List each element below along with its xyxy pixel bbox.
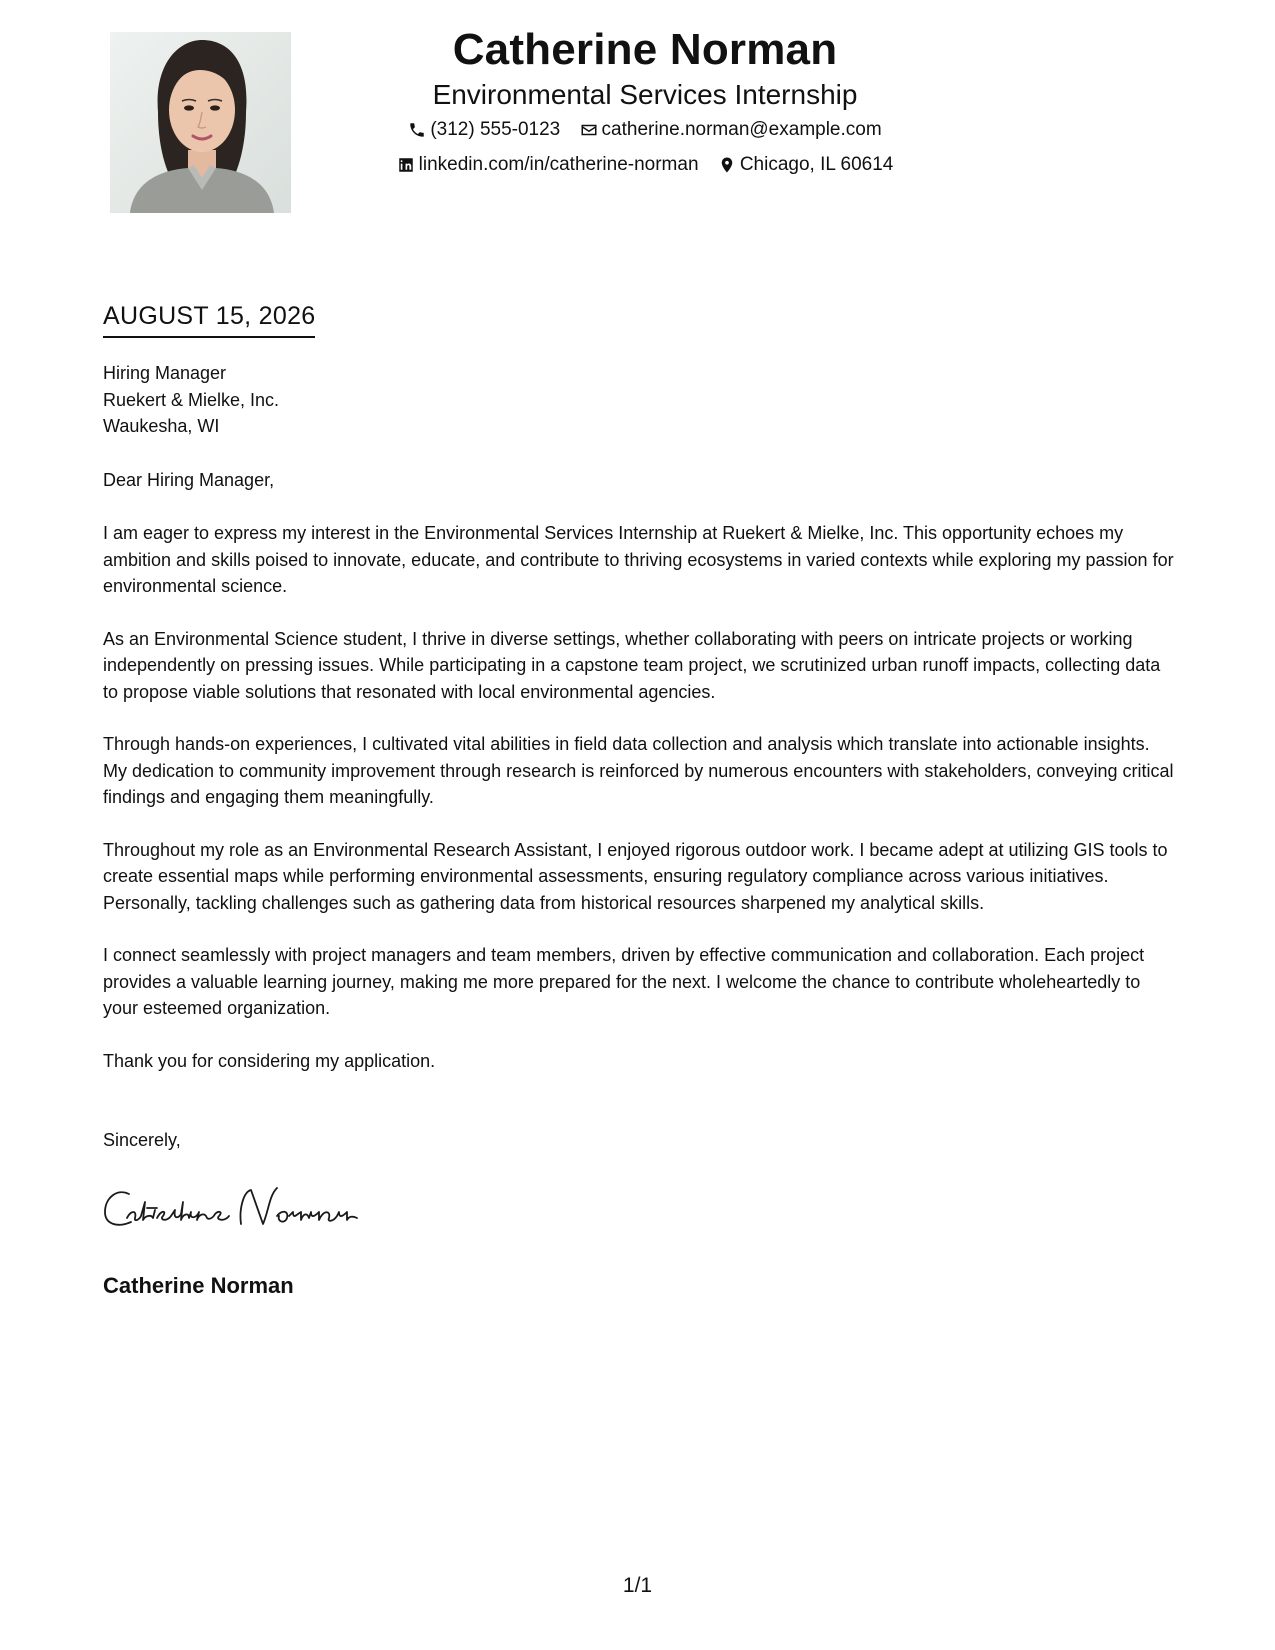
- letter-date: AUGUST 15, 2026: [103, 300, 315, 338]
- location-text: Chicago, IL 60614: [739, 154, 894, 175]
- body-paragraph: I connect seamlessly with project managers and team members, driven by effective communication and collaboration. Each project provides a valuable learning journey, making me more prepared for the next. I welcome the chance to contribute wholeheartedly to your esteemed organization.: [103, 945, 1145, 1018]
- contact-location: [718, 153, 894, 177]
- recipient-block: [103, 360, 1178, 440]
- phone-text: (312) 555-0123: [430, 119, 561, 140]
- email-text: catherine.norman@example.com: [601, 119, 882, 140]
- body-paragraph: Thank you for considering my application.: [103, 1050, 436, 1071]
- profile-photo: [110, 32, 291, 213]
- letter-body: [103, 520, 1178, 1074]
- contact-linkedin[interactable]: [397, 153, 699, 177]
- closing: Sincerely,: [103, 1130, 181, 1150]
- body-paragraph: As an Environmental Science student, I thrive in diverse settings, whether collaborating with peers on intricate projects or working independently on pressing issues. While participating in a capstone team project, we scrutinized urban runoff impacts, collecting data to propose viable solutions that resonated with local environmental agencies.: [103, 628, 1161, 702]
- linkedin-icon: [397, 156, 415, 174]
- contact-line-2: [330, 153, 960, 181]
- page-number: 1/1: [622, 1574, 653, 1597]
- recipient-title: Hiring Manager: [103, 363, 227, 383]
- handwritten-signature: [101, 1180, 371, 1240]
- candidate-role: Environmental Services Internship: [432, 79, 858, 110]
- envelope-icon: [580, 121, 598, 139]
- contact-line-1: [330, 118, 960, 146]
- recipient-location: Waukesha, WI: [103, 416, 220, 436]
- body-paragraph: Through hands-on experiences, I cultivated vital abilities in field data collection and analysis which translate into actionable insights. My dedication to community improvement through research is reinforced by numerous encounters with stakeholders, conveying critical findings and engaging them meaningfully.: [103, 734, 1174, 807]
- recipient-company: Ruekert & Mielke, Inc.: [103, 389, 280, 410]
- body-paragraph: Throughout my role as an Environmental Research Assistant, I enjoyed rigorous outdoor work. I became adept at utilizing GIS tools to create essential maps while performing environmental assessments, ensuring regulatory compliance across various initiatives. Personally, tackling challenges such as gathering data from historical resources sharpened my analytical skills.: [103, 839, 1168, 913]
- map-marker-icon: [718, 156, 736, 174]
- contact-email[interactable]: [580, 118, 882, 142]
- phone-icon: [408, 121, 426, 139]
- linkedin-text: linkedin.com/in/catherine-norman: [418, 154, 699, 175]
- salutation: Dear Hiring Manager,: [103, 470, 275, 490]
- body-paragraph: I am eager to express my interest in the Environmental Services Internship at Ruekert & Mielke, Inc. This opportunity echoes my ambition and skills poised to innovate, educate, and contribute to thriving ecosystems in varied contexts while exploring my passion for environmental science.: [103, 523, 1174, 596]
- candidate-name: Catherine Norman: [452, 25, 838, 74]
- header: [330, 22, 960, 181]
- contact-phone[interactable]: [408, 118, 560, 142]
- signed-name: Catherine Norman: [103, 1273, 294, 1298]
